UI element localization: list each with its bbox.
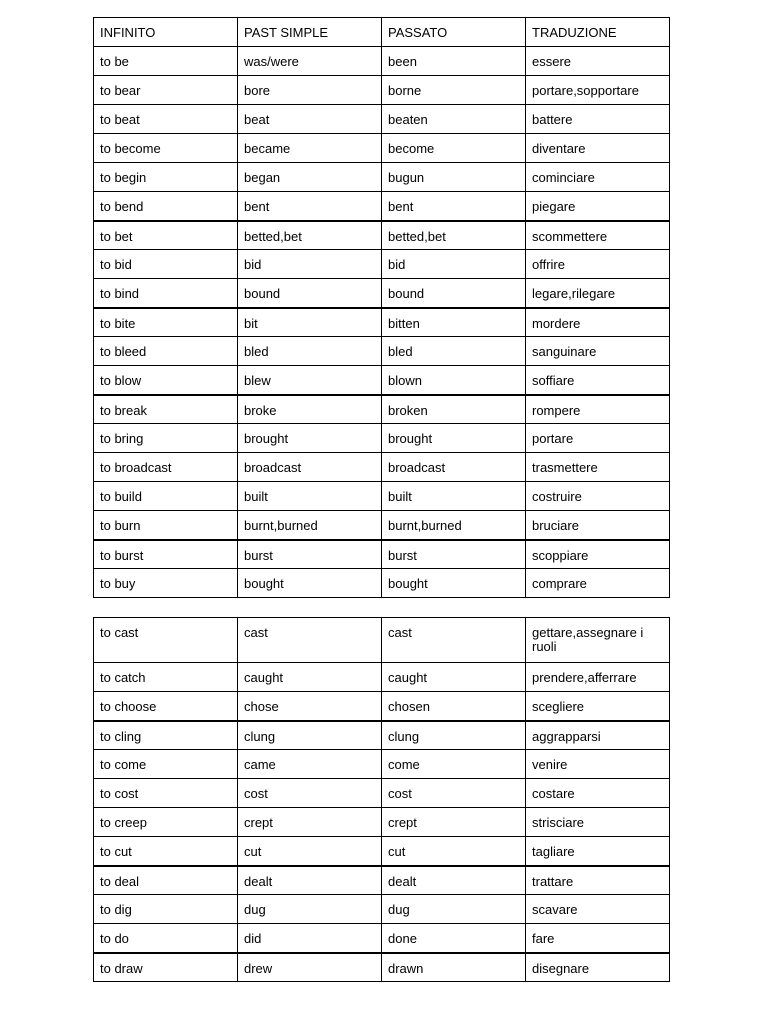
header-infinito: INFINITO xyxy=(94,18,238,47)
traduzione-cell: mordere xyxy=(526,308,670,337)
infinito-cell: to bend xyxy=(94,192,238,221)
table-row xyxy=(94,953,670,982)
passato-cell: bugun xyxy=(382,163,526,192)
table-row xyxy=(94,453,670,482)
infinito-cell: to cost xyxy=(94,779,238,808)
past-simple-cell: betted,bet xyxy=(238,221,382,250)
infinito-cell: to burn xyxy=(94,511,238,540)
table-row xyxy=(94,424,670,453)
passato-cell: clung xyxy=(382,721,526,750)
header-past-simple: PAST SIMPLE xyxy=(238,18,382,47)
passato-cell: beaten xyxy=(382,105,526,134)
past-simple-cell: clung xyxy=(238,721,382,750)
verb-table-2-body xyxy=(94,618,670,982)
table-row xyxy=(94,540,670,569)
traduzione-cell: strisciare xyxy=(526,808,670,837)
table-row xyxy=(94,76,670,105)
table-row xyxy=(94,250,670,279)
passato-cell: dealt xyxy=(382,866,526,895)
traduzione-cell: trasmettere xyxy=(526,453,670,482)
header-traduzione: TRADUZIONE xyxy=(526,18,670,47)
traduzione-cell: diventare xyxy=(526,134,670,163)
infinito-cell: to break xyxy=(94,395,238,424)
infinito-cell: to choose xyxy=(94,692,238,721)
past-simple-cell: broke xyxy=(238,395,382,424)
traduzione-cell: comprare xyxy=(526,569,670,598)
traduzione-cell: essere xyxy=(526,47,670,76)
passato-cell: burnt,burned xyxy=(382,511,526,540)
past-simple-cell: bent xyxy=(238,192,382,221)
passato-cell: betted,bet xyxy=(382,221,526,250)
passato-cell: bitten xyxy=(382,308,526,337)
table-row xyxy=(94,663,670,692)
traduzione-cell: offrire xyxy=(526,250,670,279)
infinito-cell: to bid xyxy=(94,250,238,279)
passato-cell: done xyxy=(382,924,526,953)
traduzione-cell: disegnare xyxy=(526,953,670,982)
past-simple-cell: began xyxy=(238,163,382,192)
infinito-cell: to bleed xyxy=(94,337,238,366)
traduzione-cell: sanguinare xyxy=(526,337,670,366)
infinito-cell: to buy xyxy=(94,569,238,598)
traduzione-cell: costare xyxy=(526,779,670,808)
passato-cell: caught xyxy=(382,663,526,692)
passato-cell: become xyxy=(382,134,526,163)
passato-cell: bled xyxy=(382,337,526,366)
traduzione-cell: costruire xyxy=(526,482,670,511)
passato-cell: cost xyxy=(382,779,526,808)
passato-cell: been xyxy=(382,47,526,76)
traduzione-cell: trattare xyxy=(526,866,670,895)
table-row xyxy=(94,482,670,511)
infinito-cell: to bear xyxy=(94,76,238,105)
table-row xyxy=(94,721,670,750)
infinito-cell: to bind xyxy=(94,279,238,308)
infinito-cell: to deal xyxy=(94,866,238,895)
infinito-cell: to beat xyxy=(94,105,238,134)
past-simple-cell: dug xyxy=(238,895,382,924)
infinito-cell: to bet xyxy=(94,221,238,250)
past-simple-cell: became xyxy=(238,134,382,163)
past-simple-cell: broadcast xyxy=(238,453,382,482)
header-passato: PASSATO xyxy=(382,18,526,47)
past-simple-cell: crept xyxy=(238,808,382,837)
passato-cell: cast xyxy=(382,618,526,663)
past-simple-cell: burst xyxy=(238,540,382,569)
traduzione-cell: piegare xyxy=(526,192,670,221)
passato-cell: cut xyxy=(382,837,526,866)
traduzione-cell: fare xyxy=(526,924,670,953)
traduzione-cell: battere xyxy=(526,105,670,134)
past-simple-cell: cast xyxy=(238,618,382,663)
verb-table-1 xyxy=(93,17,670,598)
passato-cell: bid xyxy=(382,250,526,279)
traduzione-cell: bruciare xyxy=(526,511,670,540)
table-row xyxy=(94,779,670,808)
passato-cell: bent xyxy=(382,192,526,221)
passato-cell: brought xyxy=(382,424,526,453)
table-row xyxy=(94,569,670,598)
table-row xyxy=(94,395,670,424)
past-simple-cell: bit xyxy=(238,308,382,337)
traduzione-cell: soffiare xyxy=(526,366,670,395)
table-row xyxy=(94,308,670,337)
past-simple-cell: bore xyxy=(238,76,382,105)
past-simple-cell: bound xyxy=(238,279,382,308)
infinito-cell: to be xyxy=(94,47,238,76)
traduzione-cell: venire xyxy=(526,750,670,779)
past-simple-cell: chose xyxy=(238,692,382,721)
table-row xyxy=(94,366,670,395)
infinito-cell: to cling xyxy=(94,721,238,750)
infinito-cell: to creep xyxy=(94,808,238,837)
infinito-cell: to broadcast xyxy=(94,453,238,482)
infinito-cell: to draw xyxy=(94,953,238,982)
table-row xyxy=(94,192,670,221)
past-simple-cell: drew xyxy=(238,953,382,982)
table-row xyxy=(94,808,670,837)
verb-table-2 xyxy=(93,617,670,982)
infinito-cell: to cast xyxy=(94,618,238,663)
traduzione-cell: aggrapparsi xyxy=(526,721,670,750)
infinito-cell: to build xyxy=(94,482,238,511)
infinito-cell: to bite xyxy=(94,308,238,337)
past-simple-cell: caught xyxy=(238,663,382,692)
past-simple-cell: brought xyxy=(238,424,382,453)
table-row xyxy=(94,337,670,366)
table-row xyxy=(94,924,670,953)
traduzione-cell: prendere,afferrare xyxy=(526,663,670,692)
passato-cell: bound xyxy=(382,279,526,308)
past-simple-cell: came xyxy=(238,750,382,779)
traduzione-cell: portare,sopportare xyxy=(526,76,670,105)
table-row xyxy=(94,866,670,895)
table-row xyxy=(94,511,670,540)
passato-cell: crept xyxy=(382,808,526,837)
infinito-cell: to catch xyxy=(94,663,238,692)
infinito-cell: to come xyxy=(94,750,238,779)
infinito-cell: to become xyxy=(94,134,238,163)
past-simple-cell: burnt,burned xyxy=(238,511,382,540)
past-simple-cell: was/were xyxy=(238,47,382,76)
traduzione-cell: scavare xyxy=(526,895,670,924)
passato-cell: bought xyxy=(382,569,526,598)
past-simple-cell: bled xyxy=(238,337,382,366)
infinito-cell: to do xyxy=(94,924,238,953)
traduzione-cell: portare xyxy=(526,424,670,453)
past-simple-cell: bid xyxy=(238,250,382,279)
verb-table-1-body xyxy=(94,18,670,598)
passato-cell: burst xyxy=(382,540,526,569)
traduzione-cell: scegliere xyxy=(526,692,670,721)
passato-cell: drawn xyxy=(382,953,526,982)
table-row xyxy=(94,221,670,250)
past-simple-cell: beat xyxy=(238,105,382,134)
table-row xyxy=(94,47,670,76)
passato-cell: dug xyxy=(382,895,526,924)
passato-cell: chosen xyxy=(382,692,526,721)
table-row xyxy=(94,895,670,924)
traduzione-cell: cominciare xyxy=(526,163,670,192)
infinito-cell: to begin xyxy=(94,163,238,192)
past-simple-cell: blew xyxy=(238,366,382,395)
infinito-cell: to burst xyxy=(94,540,238,569)
past-simple-cell: built xyxy=(238,482,382,511)
passato-cell: come xyxy=(382,750,526,779)
past-simple-cell: bought xyxy=(238,569,382,598)
passato-cell: broken xyxy=(382,395,526,424)
passato-cell: borne xyxy=(382,76,526,105)
table-row xyxy=(94,163,670,192)
past-simple-cell: dealt xyxy=(238,866,382,895)
infinito-cell: to blow xyxy=(94,366,238,395)
table-row xyxy=(94,134,670,163)
table-row xyxy=(94,750,670,779)
table-row xyxy=(94,692,670,721)
passato-cell: blown xyxy=(382,366,526,395)
infinito-cell: to bring xyxy=(94,424,238,453)
traduzione-cell: scoppiare xyxy=(526,540,670,569)
past-simple-cell: cut xyxy=(238,837,382,866)
header-row xyxy=(94,18,670,47)
passato-cell: broadcast xyxy=(382,453,526,482)
traduzione-cell: legare,rilegare xyxy=(526,279,670,308)
traduzione-cell: rompere xyxy=(526,395,670,424)
infinito-cell: to cut xyxy=(94,837,238,866)
passato-cell: built xyxy=(382,482,526,511)
table-row xyxy=(94,105,670,134)
table-row xyxy=(94,618,670,663)
past-simple-cell: did xyxy=(238,924,382,953)
infinito-cell: to dig xyxy=(94,895,238,924)
past-simple-cell: cost xyxy=(238,779,382,808)
table-row xyxy=(94,279,670,308)
table-row xyxy=(94,837,670,866)
traduzione-cell: gettare,assegnare i ruoli xyxy=(526,618,670,663)
traduzione-cell: tagliare xyxy=(526,837,670,866)
traduzione-cell: scommettere xyxy=(526,221,670,250)
